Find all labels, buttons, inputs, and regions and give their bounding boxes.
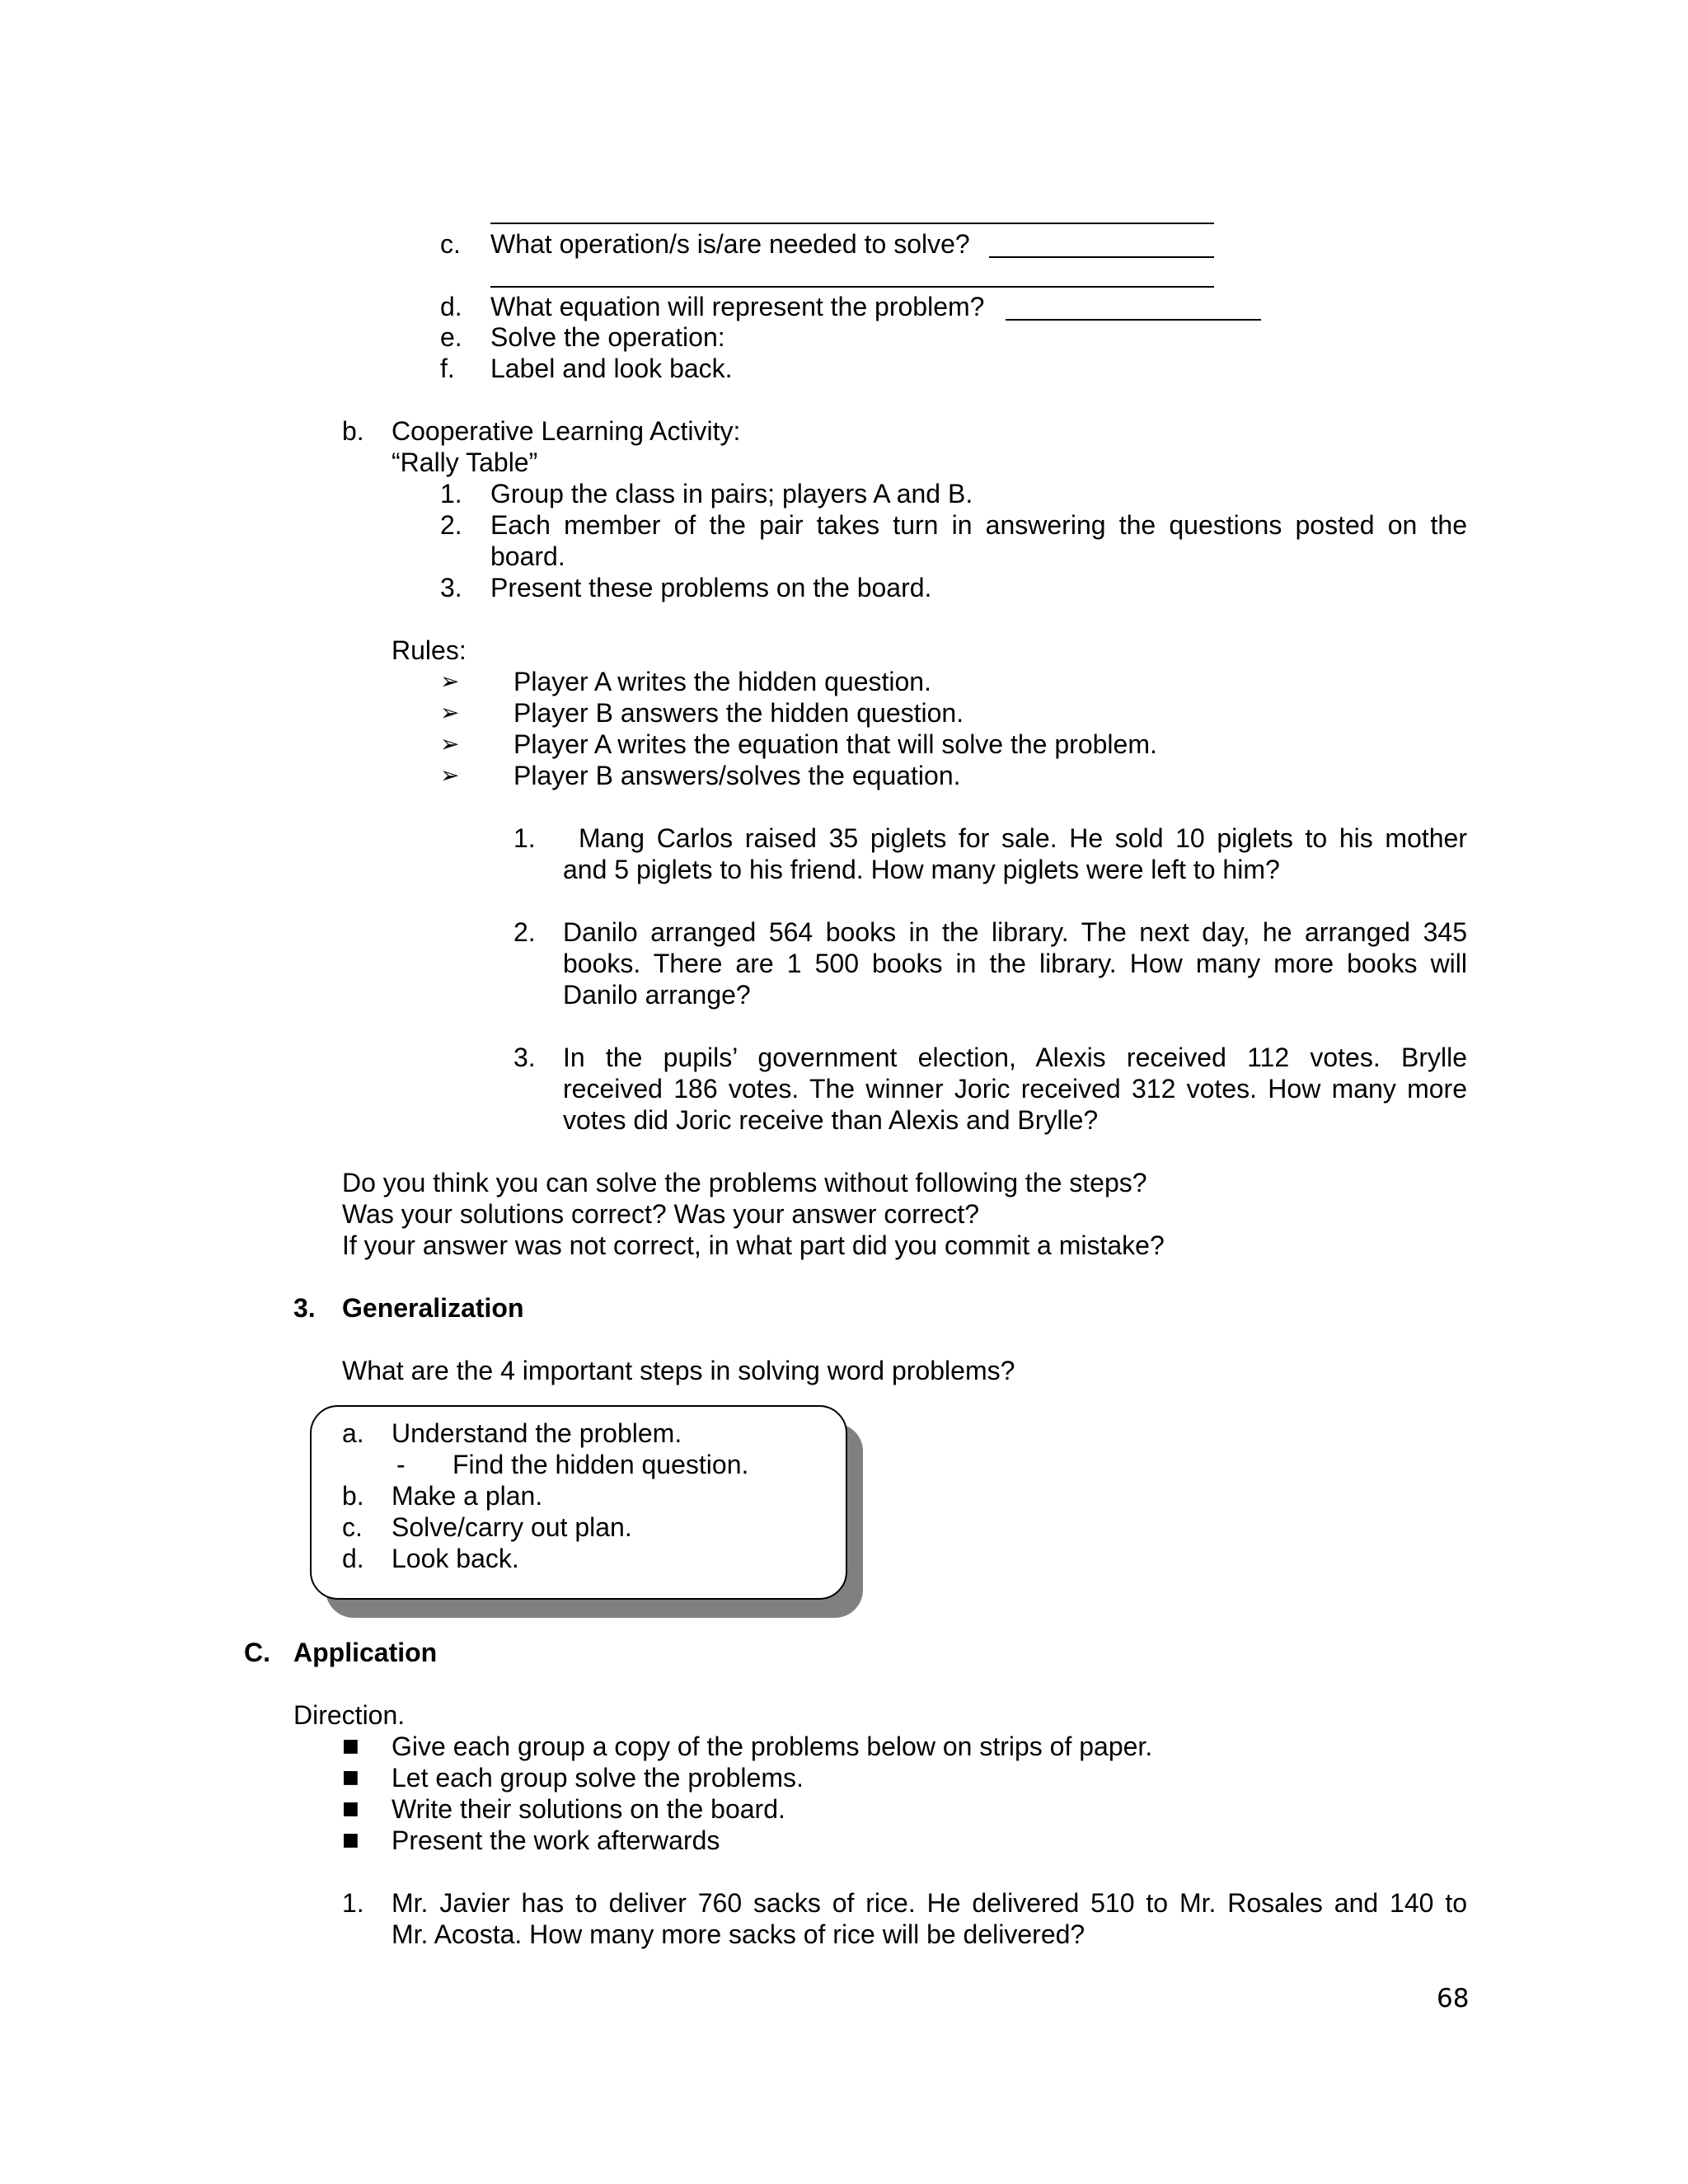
step-f-text: Label and look back. [490, 354, 733, 383]
step-e-text: Solve the operation: [490, 322, 725, 352]
cooperative-subtitle: “Rally Table” [392, 448, 538, 477]
direction-label: Direction. [293, 1700, 406, 1730]
rule-text: Player A writes the equation that will solve the problem. [513, 729, 1157, 759]
arrow-bullet-icon: ➢ [440, 668, 460, 695]
arrow-bullet-icon: ➢ [440, 699, 460, 726]
problem-text: Danilo arranged 564 books in the library. The next day, he arranged 345 [563, 917, 1467, 947]
problem-marker: 2. [513, 917, 536, 947]
reflection-question: Do you think you can solve the problems without following the steps? [342, 1168, 1147, 1197]
step-f-marker: f. [440, 354, 455, 383]
problem-text: books. There are 1 500 books in the library. How many more books will [563, 949, 1467, 978]
rule-text: Player A writes the hidden question. [513, 667, 931, 696]
coop-step-marker: 3. [440, 573, 462, 602]
problem-text: Danilo arrange? [563, 980, 751, 1010]
box-step-marker: a. [342, 1418, 364, 1448]
square-bullet-icon: ■ [342, 1830, 359, 1850]
direction-item: Write their solutions on the board. [392, 1794, 785, 1824]
step-c-text: What operation/s is/are needed to solve? [490, 229, 970, 259]
square-bullet-icon: ■ [342, 1767, 359, 1788]
coop-step-text: Group the class in pairs; players A and B. [490, 479, 973, 509]
section-letter: C. [244, 1638, 270, 1667]
answer-line [989, 256, 1214, 258]
direction-item: Present the work afterwards [392, 1825, 720, 1855]
arrow-bullet-icon: ➢ [440, 762, 460, 789]
problem-text: and 5 piglets to his friend. How many piglets were left to him? [563, 855, 1280, 884]
section-title: Generalization [342, 1293, 524, 1323]
step-c-marker: c. [440, 229, 461, 259]
problem-text: votes did Joric receive than Alexis and Brylle? [563, 1105, 1099, 1135]
box-step-text: Look back. [392, 1544, 519, 1573]
problem-text: In the pupils’ government election, Alexis received 112 votes. Brylle [563, 1043, 1467, 1072]
application-problem-text: Mr. Javier has to deliver 760 sacks of rice. He delivered 510 to Mr. Rosales and 140 to [392, 1888, 1467, 1918]
step-d-text: What equation will represent the problem? [490, 292, 985, 321]
square-bullet-icon: ■ [342, 1736, 359, 1756]
coop-step-text: Each member of the pair takes turn in answering the questions posted on the [490, 510, 1467, 540]
answer-line [1006, 319, 1261, 321]
answer-line [490, 286, 1214, 288]
cooperative-heading: Cooperative Learning Activity: [392, 416, 741, 446]
cooperative-marker: b. [342, 416, 364, 446]
box-step-marker: c. [342, 1512, 363, 1542]
direction-item: Let each group solve the problems. [392, 1763, 804, 1793]
application-problem-text: Mr. Acosta. How many more sacks of rice will be delivered? [392, 1919, 1085, 1949]
section-number: 3. [293, 1293, 316, 1323]
reflection-question: Was your solutions correct? Was your answer correct? [342, 1199, 979, 1229]
rule-text: Player B answers/solves the equation. [513, 761, 961, 790]
coop-step-marker: 2. [440, 510, 462, 540]
step-d-marker: d. [440, 292, 462, 321]
answer-line [490, 223, 1214, 224]
box-substep-marker: - [396, 1450, 406, 1479]
problem-text: received 186 votes. The winner Joric received 312 votes. How many more [563, 1074, 1467, 1104]
coop-step-marker: 1. [440, 479, 462, 509]
section-title: Application [293, 1638, 438, 1667]
box-step-marker: b. [342, 1481, 364, 1511]
problem-marker: 1. [513, 823, 536, 853]
box-step-text: Make a plan. [392, 1481, 543, 1511]
direction-item: Give each group a copy of the problems below on strips of paper. [392, 1732, 1153, 1761]
rules-label: Rules: [392, 635, 467, 665]
problem-text: Mang Carlos raised 35 piglets for sale. He sold 10 piglets to his mother [579, 823, 1467, 853]
box-step-marker: d. [342, 1544, 364, 1573]
page-number: 68 [1437, 1984, 1470, 2013]
box-substep-text: Find the hidden question. [452, 1450, 749, 1479]
step-e-marker: e. [440, 322, 462, 352]
application-problem-marker: 1. [342, 1888, 364, 1918]
arrow-bullet-icon: ➢ [440, 730, 460, 757]
rule-text: Player B answers the hidden question. [513, 698, 964, 728]
coop-step-text-cont: board. [490, 541, 565, 571]
generalization-question: What are the 4 important steps in solving word problems? [342, 1356, 1015, 1385]
box-step-text: Solve/carry out plan. [392, 1512, 632, 1542]
coop-step-text: Present these problems on the board. [490, 573, 932, 602]
square-bullet-icon: ■ [342, 1798, 359, 1819]
reflection-question: If your answer was not correct, in what part did you commit a mistake? [342, 1230, 1165, 1260]
box-step-text: Understand the problem. [392, 1418, 682, 1448]
problem-marker: 3. [513, 1043, 536, 1072]
